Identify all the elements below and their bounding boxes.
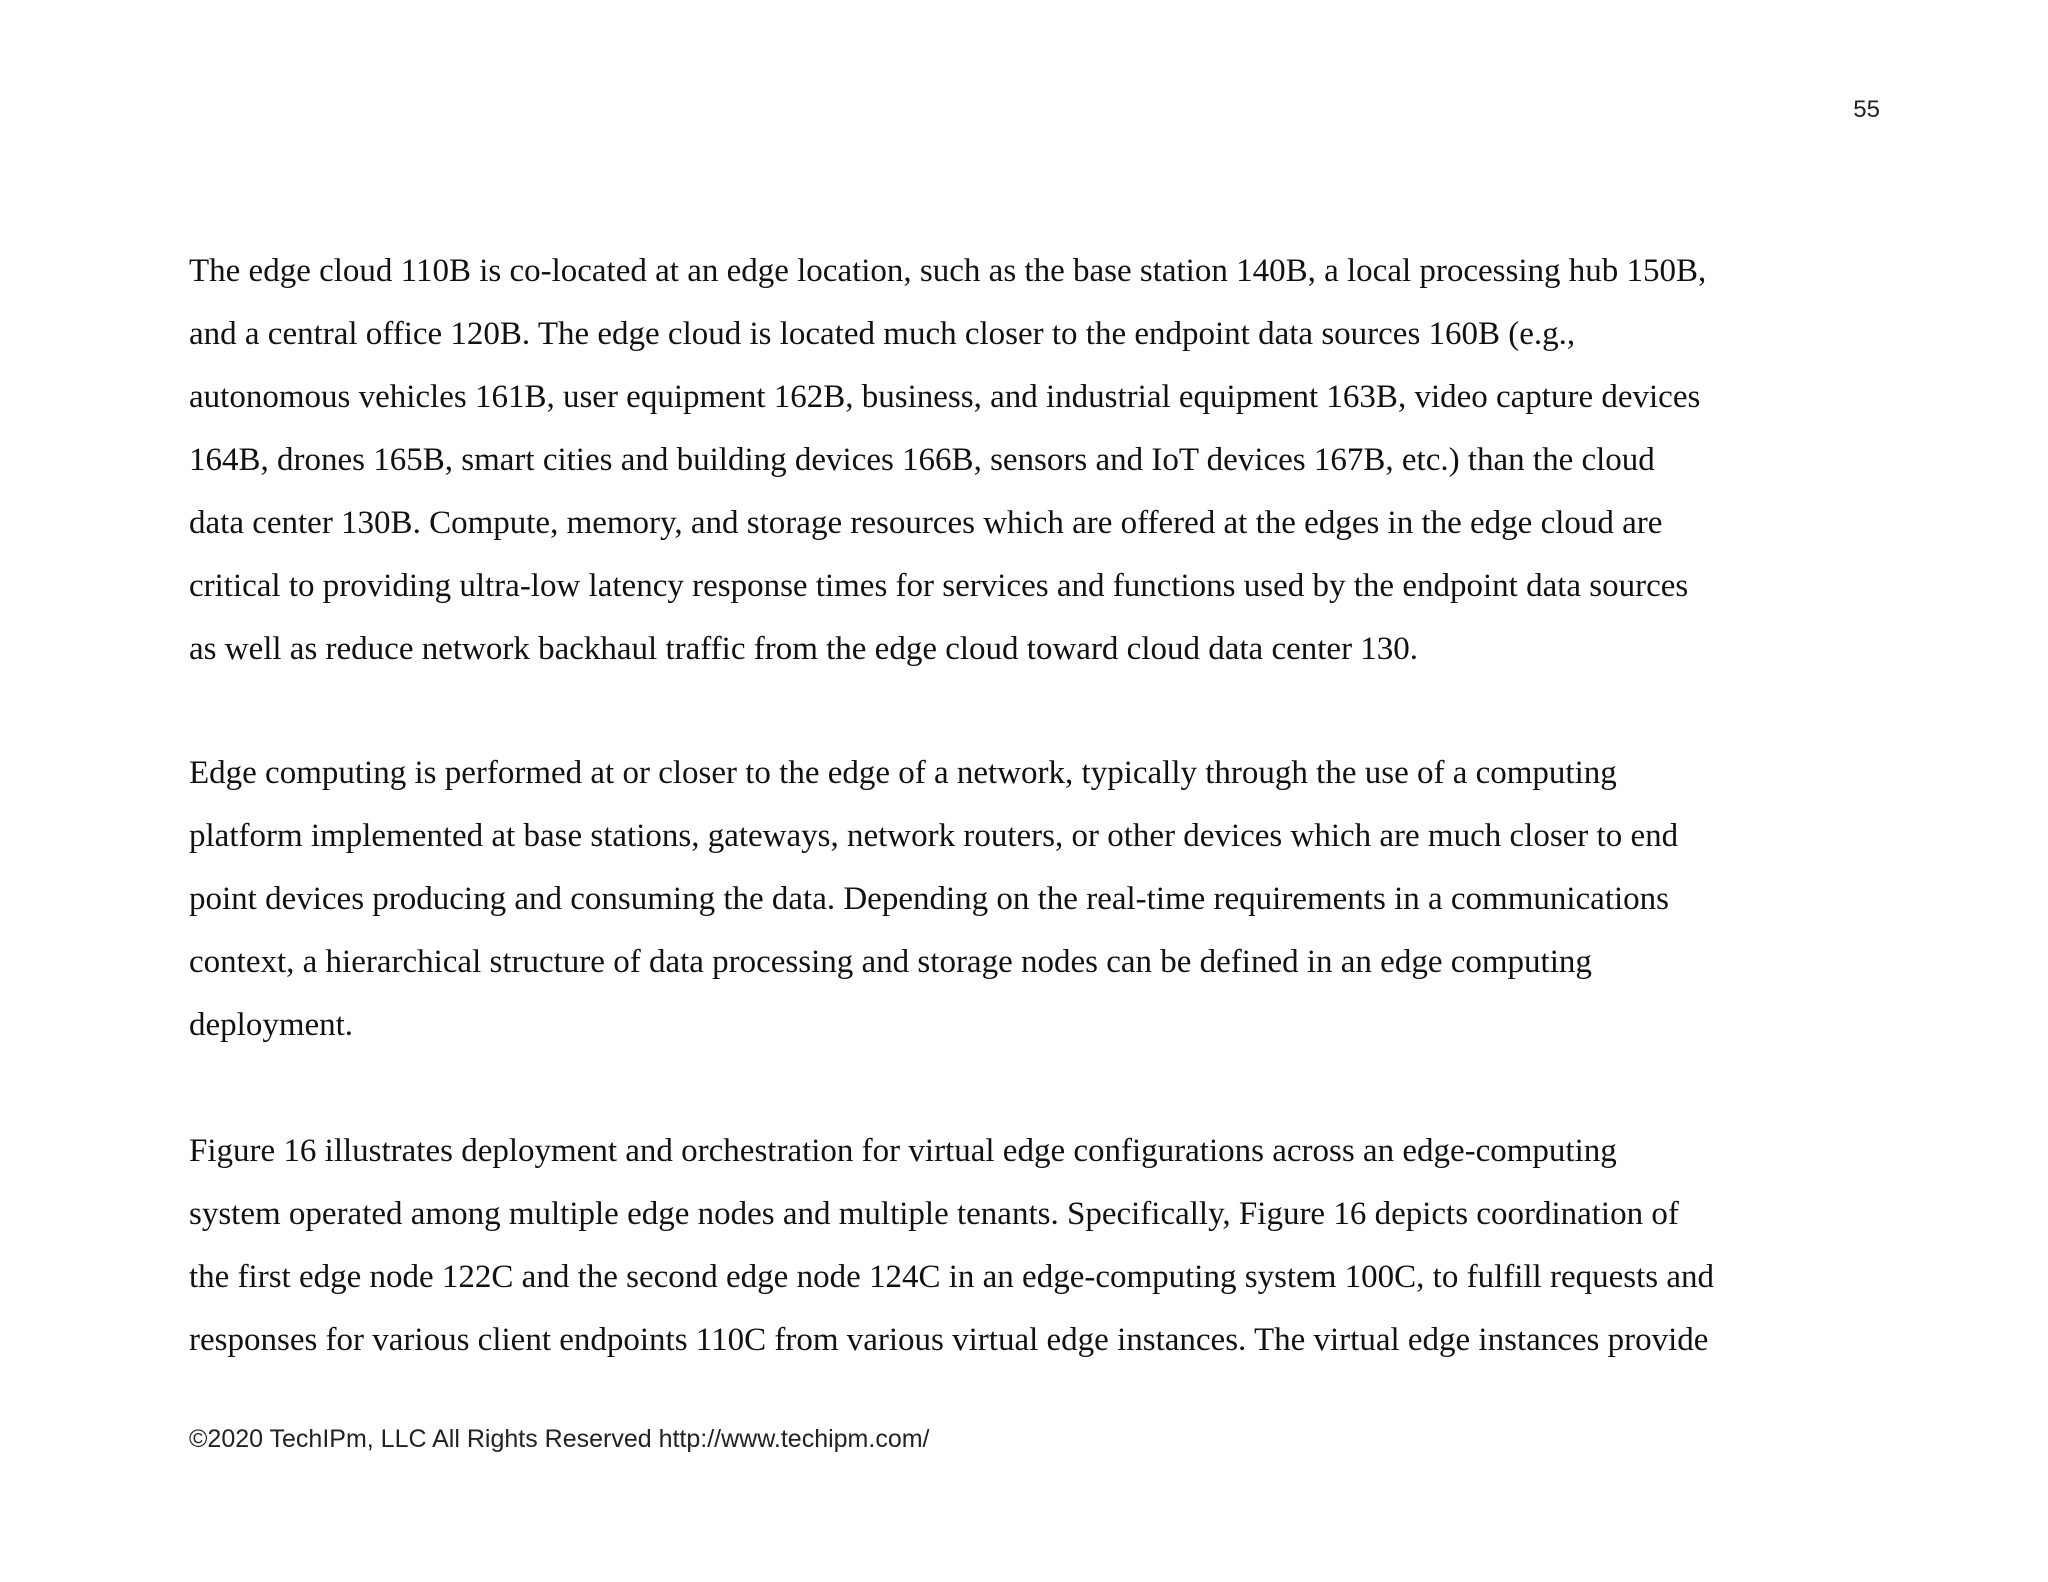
paragraph-line: and a central office 120B. The edge cloud is located much closer to the endpoint data sources 160B (e.g., [189, 316, 1576, 352]
paragraph-line: system operated among multiple edge nodes and multiple tenants. Specifically, Figure 16 depicts coordination of [189, 1196, 1679, 1232]
paragraph-line: data center 130B. Compute, memory, and storage resources which are offered at the edges in the edge cloud are [189, 505, 1663, 541]
paragraph-line: Figure 16 illustrates deployment and orchestration for virtual edge configurations across an edge-computing [189, 1133, 1617, 1169]
paragraph-line: platform implemented at base stations, gateways, network routers, or other devices which are much closer to end [189, 818, 1679, 854]
paragraph-line: deployment. [189, 1007, 354, 1043]
paragraph-line: Edge computing is performed at or closer to the edge of a network, typically through the use of a computing [189, 755, 1617, 791]
paragraph-line: as well as reduce network backhaul traffic from the edge cloud toward cloud data center 130. [189, 631, 1419, 667]
paragraph-line: point devices producing and consuming the data. Depending on the real-time requirements in a communications [189, 881, 1670, 917]
paragraph-figure-16 [189, 1120, 1714, 1372]
paragraph-line: critical to providing ultra-low latency response times for services and functions used by the endpoint data sources [189, 568, 1689, 604]
copyright-footer: ©2020 TechIPm, LLC All Rights Reserved http://www.techipm.com/ [189, 1425, 930, 1453]
paragraph-line: The edge cloud 110B is co-located at an edge location, such as the base station 140B, a local processing hub 150B, [189, 253, 1707, 289]
paragraph-line: context, a hierarchical structure of data processing and storage nodes can be defined in an edge computing [189, 944, 1592, 980]
paragraph-line: 164B, drones 165B, smart cities and building devices 166B, sensors and IoT devices 167B, etc.) than the cloud [189, 442, 1655, 478]
paragraph-edge-cloud [189, 240, 1706, 681]
page-number: 55 [1853, 96, 1880, 123]
paragraph-line: the first edge node 122C and the second edge node 124C in an edge-computing system 100C, to fulfill requests and [189, 1259, 1715, 1295]
paragraph-edge-computing [189, 742, 1678, 1057]
paragraph-line: responses for various client endpoints 110C from various virtual edge instances. The virtual edge instances provide [189, 1322, 1709, 1358]
paragraph-line: autonomous vehicles 161B, user equipment 162B, business, and industrial equipment 163B, video capture devices [189, 379, 1701, 415]
